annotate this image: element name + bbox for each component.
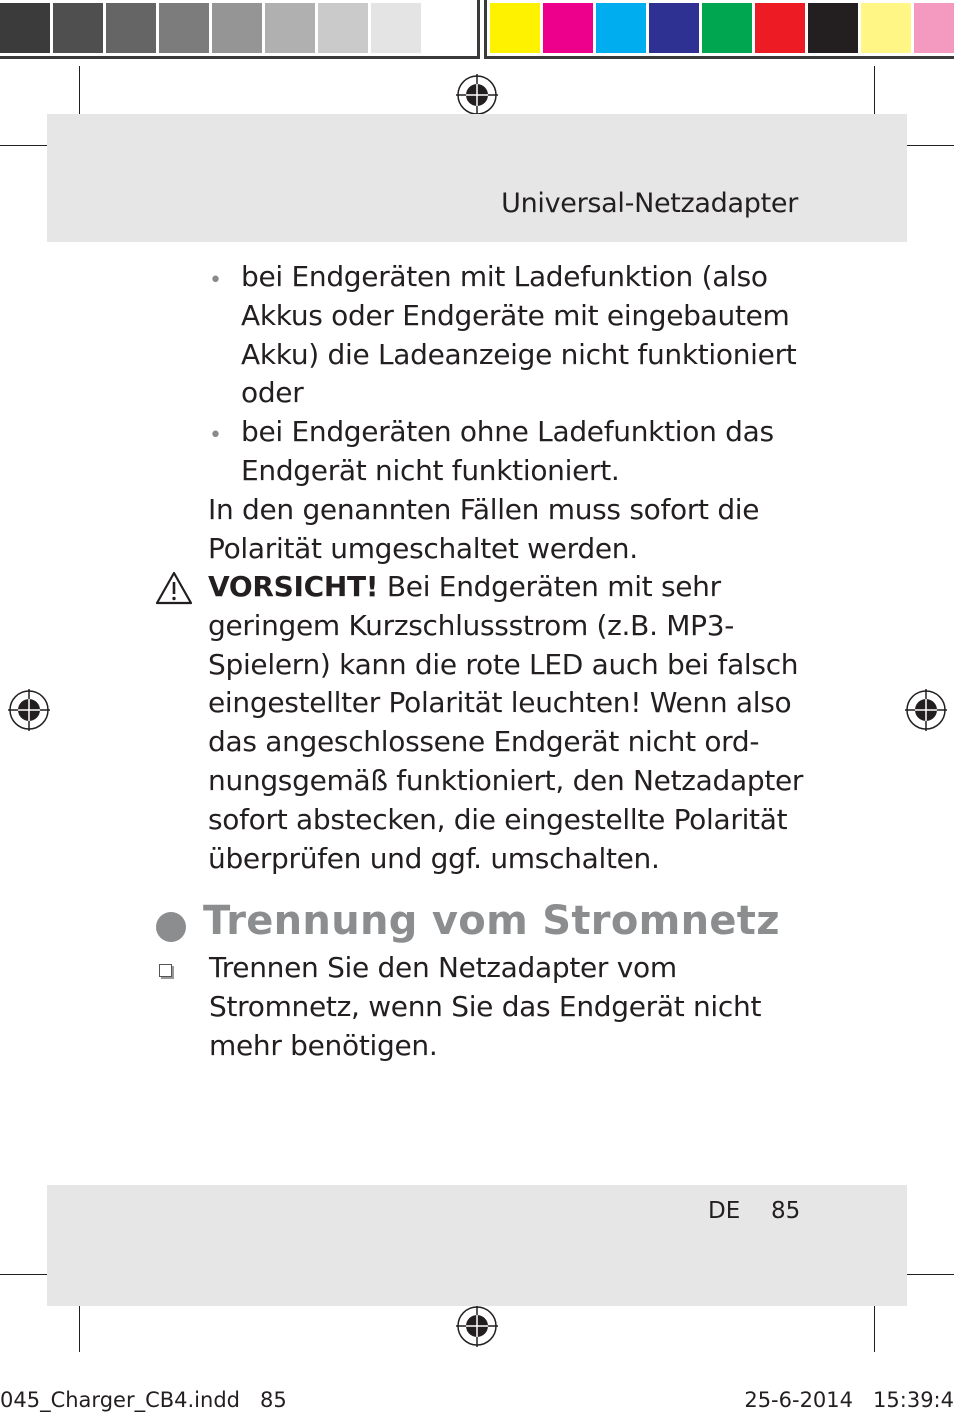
text-line: In den genannten Fällen muss sofort die — [208, 493, 760, 526]
step-instruction — [209, 949, 809, 1065]
text-line: Bei Endgeräten mit sehr — [378, 570, 721, 603]
calibration-swatch — [0, 3, 50, 53]
calibration-swatch — [424, 3, 474, 53]
text-line: das angeschlossene Endgerät nicht ord- — [208, 725, 760, 759]
slug-timestamp: 25-6-2014 15:39:4 — [744, 1388, 954, 1412]
calibration-swatch — [265, 3, 315, 53]
bullet-point-icon: • — [209, 268, 222, 293]
text-line: Stromnetz, wenn Sie das Endgerät nicht — [209, 989, 762, 1023]
registration-mark-icon — [456, 74, 498, 116]
warning-first-line — [208, 568, 808, 607]
text-line: sofort abstecken, die eingestellte Polarität — [208, 802, 788, 836]
calibration-swatch — [490, 3, 540, 53]
calibration-swatch — [543, 3, 593, 53]
step-checkbox-icon — [159, 964, 172, 977]
text-line: eingestellter Polarität leuchten! Wenn also — [208, 686, 792, 720]
warning-block — [208, 568, 808, 878]
slug-filename: 045_Charger_CB4.indd 85 — [0, 1388, 287, 1412]
page-header-title: Universal-Netzadapter — [501, 188, 798, 219]
text-line: oder — [241, 376, 304, 410]
calibration-swatch — [914, 3, 954, 53]
calibration-swatch — [755, 3, 805, 53]
text-line: Endgerät nicht funktioniert. — [241, 453, 620, 487]
calibration-swatch — [318, 3, 368, 53]
text-line: mehr benötigen. — [209, 1028, 438, 1062]
bullet-point-icon: • — [209, 423, 222, 448]
calibration-swatch — [702, 3, 752, 53]
text-line: Spielern) kann die rote LED auch bei falsch — [208, 647, 799, 681]
calibration-swatch — [596, 3, 646, 53]
registration-mark-icon — [905, 689, 947, 731]
registration-mark-icon — [8, 689, 50, 731]
text-line: Trennen Sie den Netzadapter vom — [209, 951, 677, 984]
footer-language: DE — [708, 1198, 741, 1224]
color-calibration-bar — [484, 0, 954, 59]
calibration-swatch — [159, 3, 209, 53]
warning-label: VORSICHT! — [208, 570, 379, 603]
text-line: nungsgemäß funktioniert, den Netzadapter — [208, 763, 804, 797]
registration-mark-icon — [456, 1305, 498, 1347]
text-line: Akku) die Ladeanzeige nicht funktioniert — [241, 337, 797, 371]
calibration-swatch — [861, 3, 911, 53]
footer-page-number: 85 — [771, 1198, 801, 1224]
text-line: geringem Kurzschlussstrom (z.B. MP3- — [208, 608, 735, 642]
calibration-swatch — [212, 3, 262, 53]
calibration-swatch — [808, 3, 858, 53]
text-line: überprüfen und ggf. umschalten. — [208, 841, 660, 875]
calibration-swatch — [106, 3, 156, 53]
bullet-item-2 — [241, 413, 801, 491]
section-heading: Trennung vom Stromnetz — [203, 898, 780, 944]
text-line: bei Endgeräten ohne Ladefunktion das — [241, 415, 774, 448]
page-header-band — [47, 114, 907, 242]
bullet-item-1 — [241, 258, 801, 413]
grayscale-calibration-bar — [0, 0, 480, 59]
calibration-swatch — [371, 3, 421, 53]
body-paragraph — [208, 491, 808, 569]
section-bullet-icon — [156, 912, 186, 942]
text-line: Polarität umgeschaltet werden. — [208, 531, 638, 565]
text-line: bei Endgeräten mit Ladefunktion (also — [241, 260, 768, 293]
calibration-swatch — [649, 3, 699, 53]
text-line: Akkus oder Endgeräte mit eingebautem — [241, 298, 790, 332]
warning-triangle-icon — [155, 571, 193, 605]
calibration-swatch — [53, 3, 103, 53]
